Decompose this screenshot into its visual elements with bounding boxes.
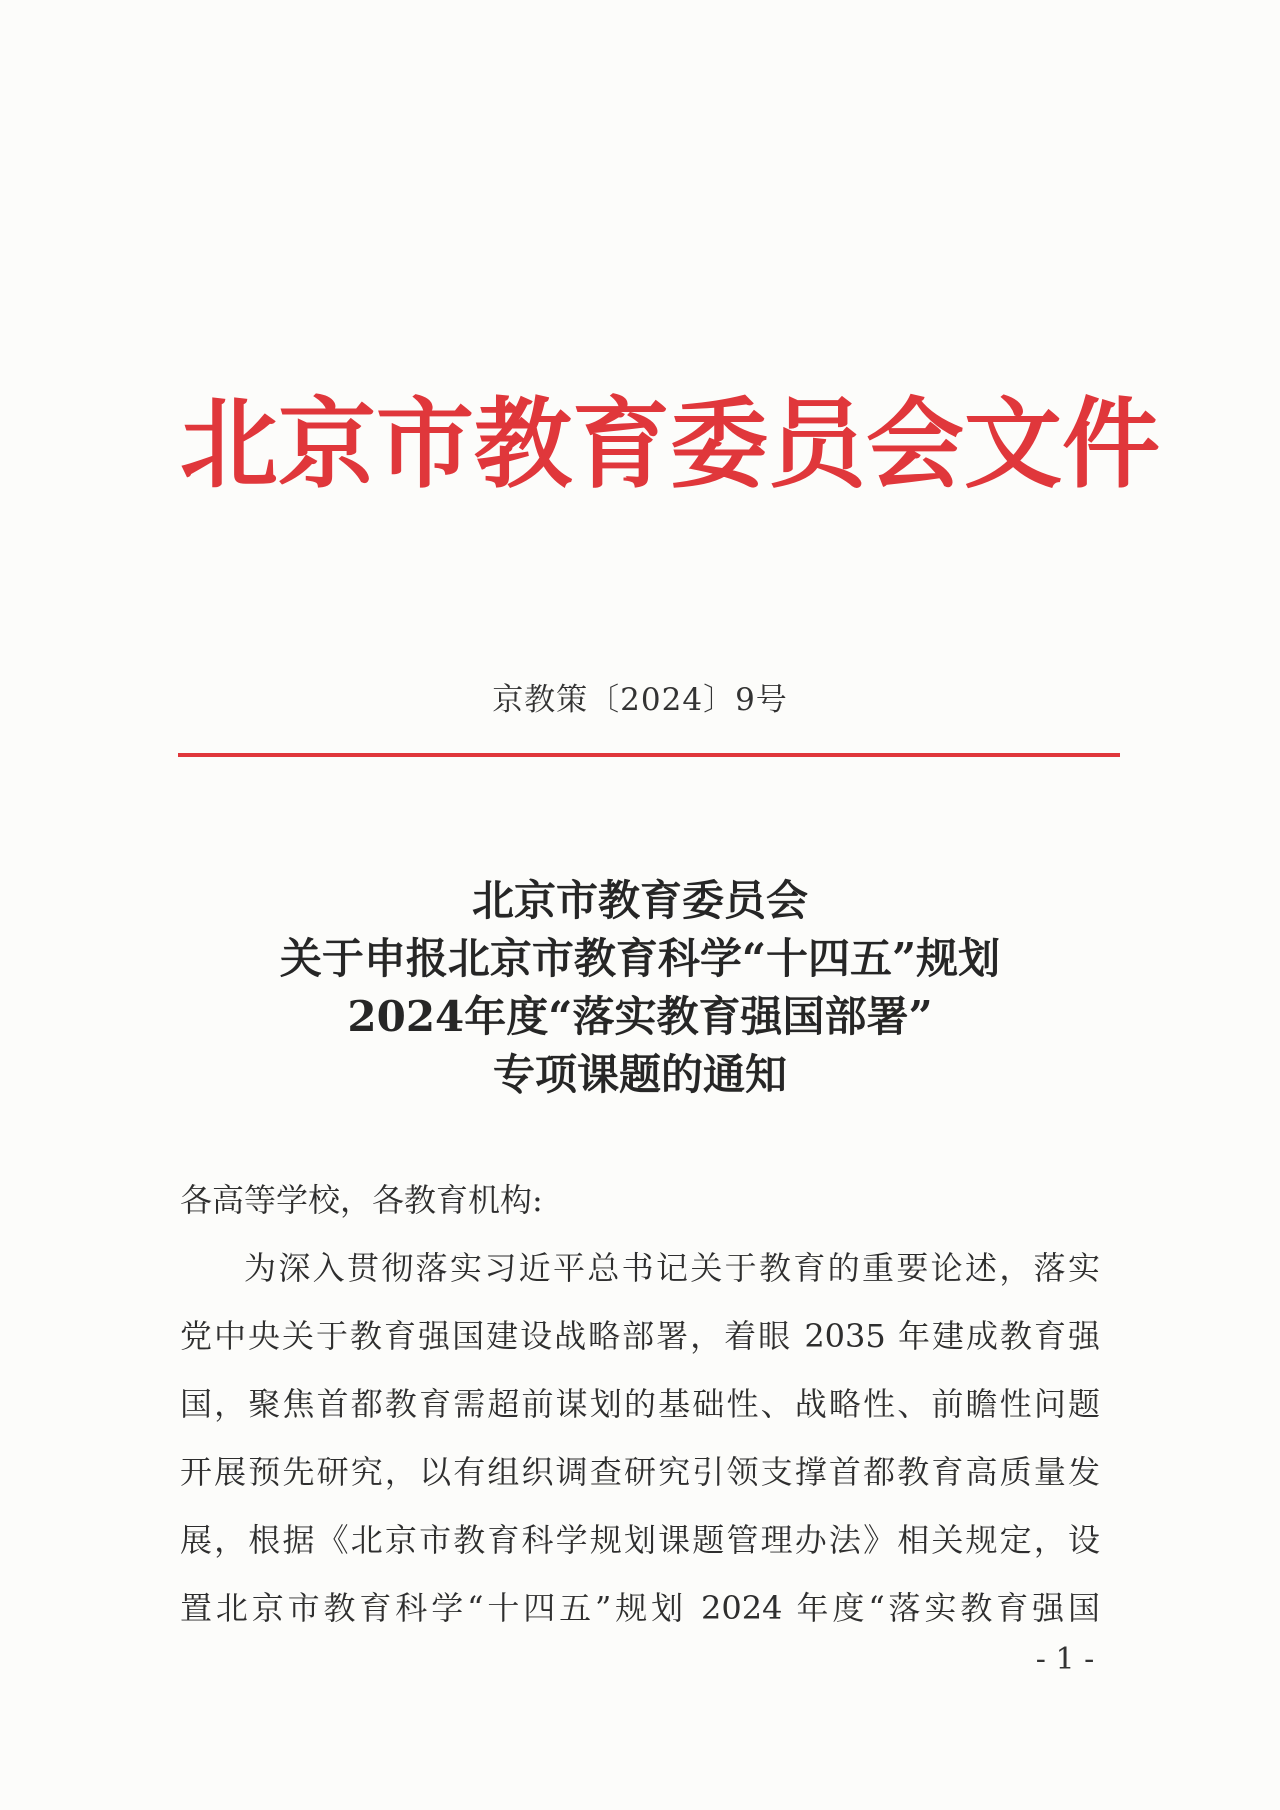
body-line: 为深入贯彻落实习近平总书记关于教育的重要论述，落实 xyxy=(244,1249,1100,1287)
heading-line: 关于申报北京市教育科学“十四五”规划 xyxy=(279,934,1001,983)
body-line: 置北京市教育科学“十四五”规划 2024 年度“落实教育强国 xyxy=(180,1589,1100,1627)
letterhead-title: 北京市教育委员会文件 xyxy=(180,387,1161,502)
body-line: 展，根据《北京市教育科学规划课题管理办法》相关规定，设 xyxy=(180,1521,1100,1559)
document-number: 京教策〔2024〕9号 xyxy=(492,682,788,718)
notice-heading xyxy=(0,872,1280,1104)
body-line: 开展预先研究，以有组织调查研究引领支撑首都教育高质量发 xyxy=(180,1453,1100,1491)
heading-line: 北京市教育委员会 xyxy=(471,876,808,925)
red-divider-line xyxy=(178,753,1120,757)
body-line: 党中央关于教育强国建设战略部署，着眼 2035 年建成教育强 xyxy=(180,1317,1100,1355)
salutation: 各高等学校，各教育机构: xyxy=(180,1181,543,1219)
page-number: - 1 - xyxy=(1035,1642,1095,1677)
heading-line: 专项课题的通知 xyxy=(492,1050,787,1099)
heading-line: 2024年度“落实教育强国部署” xyxy=(347,992,933,1041)
body-line: 国，聚焦首都教育需超前谋划的基础性、战略性、前瞻性问题 xyxy=(180,1385,1100,1423)
